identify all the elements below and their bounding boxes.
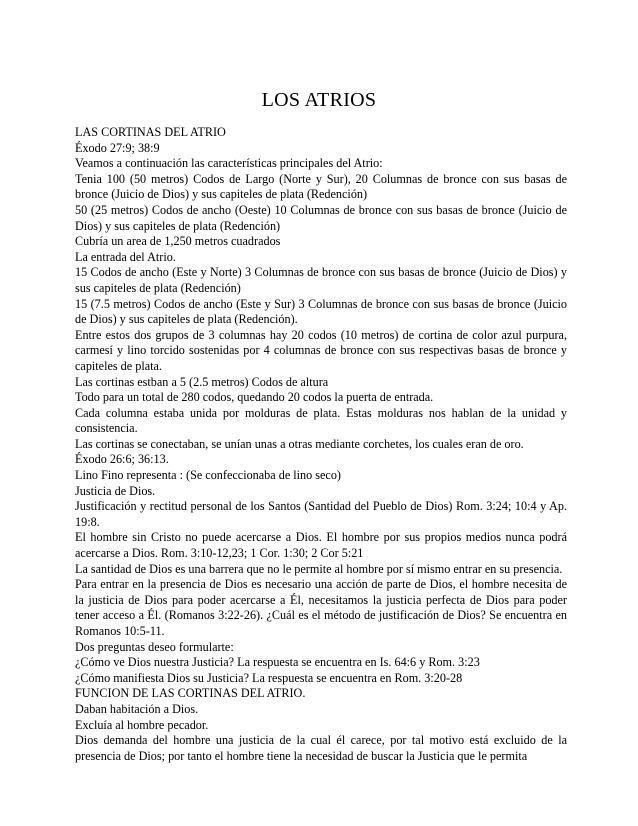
paragraph: Veamos a continuación las características principales del Atrio: (75, 156, 383, 171)
paragraph: Excluía al hombre pecador. (75, 717, 209, 732)
paragraph: La entrada del Atrio. (75, 249, 176, 264)
paragraph: Lino Fino representa : (Se confeccionaba de lino seco) (75, 468, 341, 483)
paragraph: Para entrar en la presencia de Dios es necesario una acción de parte de Dios, el hombre necesita de la justicia de Dios para poder acercarse a Él, necesitamos la justicia perfecta de Dios para poder tener acceso a Él. (Romanos 3:22-26). ¿Cuál es el método de justificación de Dios? Se encuentra en Romanos 10:5-11. (75, 577, 567, 638)
scripture-reference: Éxodo 27:9; 38:9 (75, 140, 160, 155)
paragraph: La santidad de Dios es una barrera que no le permite al hombre por sí mismo entrar en su presencia. (75, 561, 563, 576)
paragraph: Cada columna estaba unida por molduras de plata. Estas molduras nos hablan de la unidad y consistencia. (75, 405, 567, 436)
paragraph: Cubría un area de 1,250 metros cuadrados (75, 234, 281, 249)
question: ¿Cómo manifiesta Dios su Justicia? La respuesta se encuentra en Rom. 3:20-28 (75, 670, 463, 685)
document-body (75, 125, 567, 764)
paragraph: Tenia 100 (50 metros) Codos de Largo (Norte y Sur), 20 Columnas de bronce con sus basas de bronce (Juicio de Dios) y sus capiteles de plata (Redención) (75, 171, 567, 202)
paragraph: El hombre sin Cristo no puede acercarse a Dios. El hombre por sus propios medios nunca podrá acercarse a Dios. Rom. 3:10-12,23; 1 Cor. 1:30; 2 Cor 5:21 (75, 530, 567, 561)
paragraph: Daban habitación a Dios. (75, 701, 199, 716)
section-heading: FUNCION DE LAS CORTINAS DEL ATRIO. (75, 686, 306, 701)
paragraph: Todo para un total de 280 codos, quedando 20 codos la puerta de entrada. (75, 390, 434, 405)
section-heading: LAS CORTINAS DEL ATRIO (75, 125, 226, 139)
paragraph: Dios demanda del hombre una justicia de la cual él carece, por tal motivo está excluido de la presencia de Dios; por tanto el hombre tiene la necesidad de buscar la Justicia que le permita (75, 733, 567, 763)
paragraph: Las cortinas se conectaban, se unían unas a otras mediante corchetes, los cuales eran de oro. (75, 436, 524, 451)
scripture-reference: Éxodo 26:6; 36:13. (75, 452, 169, 467)
page-title: LOS ATRIOS (261, 89, 377, 111)
paragraph: 15 Codos de ancho (Este y Norte) 3 Columnas de bronce con sus basas de bronce (Juicio de Dios) y sus capiteles de plata (Redención) (75, 265, 567, 295)
question: ¿Cómo ve Dios nuestra Justicia? La respuesta se encuentra en Is. 64:6 y Rom. 3:23 (75, 655, 480, 670)
paragraph: Entre estos dos grupos de 3 columnas hay 20 codos (10 metros) de cortina de color azul purpura, carmesí y lino torcido sostenidas por 4 columnas de bronce con sus respectivas basas de bronce y capiteles de plata. (75, 327, 567, 373)
paragraph: 15 (7.5 metros) Codos de ancho (Este y Sur) 3 Columnas de bronce con sus basas de bronce (Juicio de Dios) y sus capiteles de plata (Redención). (75, 296, 567, 327)
paragraph: Justicia de Dios. (75, 483, 156, 498)
paragraph: 50 (25 metros) Codos de ancho (Oeste) 10 Columnas de bronce con sus basas de bronce (Juicio de Dios) y sus capiteles de plata (Redención) (75, 202, 567, 233)
paragraph: Las cortinas estban a 5 (2.5 metros) Codos de altura (75, 374, 329, 389)
paragraph: Justificación y rectitud personal de los Santos (Santidad del Pueblo de Dios) Rom. 3:24; 10:4 y Ap. 19:8. (75, 499, 567, 529)
paragraph: Dos preguntas deseo formularte: (75, 639, 234, 654)
